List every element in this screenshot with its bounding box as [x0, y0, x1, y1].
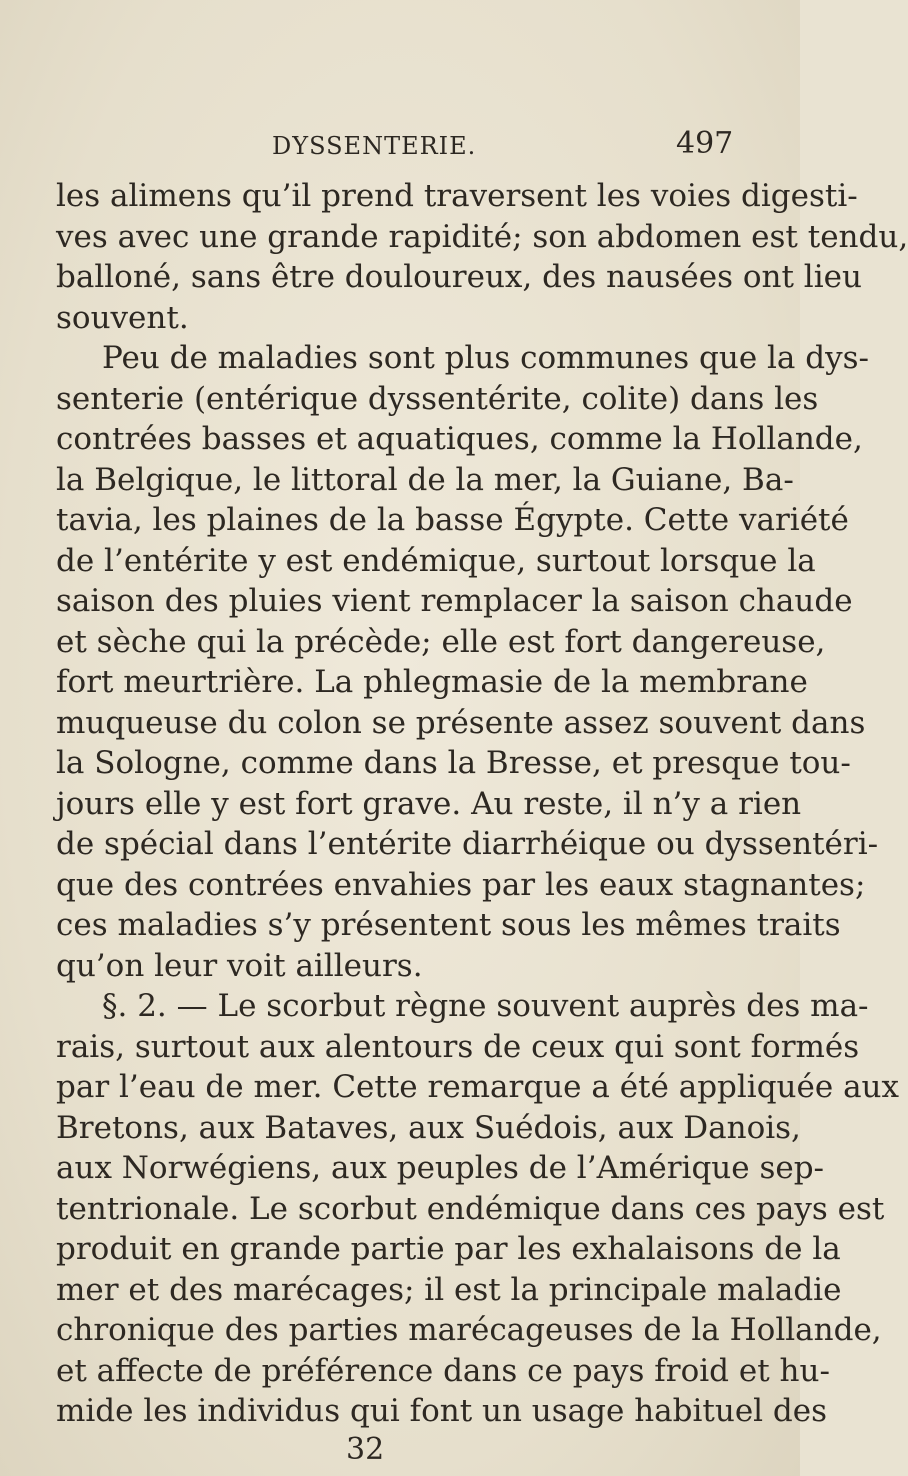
text-line: les alimens qu’il prend traversent les voies digesti-: [56, 178, 858, 214]
text-line: balloné, sans être douloureux, des nausées ont lieu: [56, 259, 862, 295]
text-line: tentrionale. Le scorbut endémique dans ces pays est: [56, 1190, 885, 1227]
text-line: mide les individus qui font un usage habituel des: [56, 1393, 828, 1429]
text-line: tavia, les plaines de la basse Égypte. Cette variété: [56, 502, 849, 538]
text-line: mer et des marécages; il est la principale maladie: [56, 1271, 842, 1308]
text-line: Bretons, aux Bataves, aux Suédois, aux Danois,: [56, 1109, 801, 1146]
text-line: chronique des parties marécageuses de la Hollande,: [56, 1312, 882, 1348]
text-line: muqueuse du colon se présente assez souvent dans: [56, 704, 866, 741]
text-line: la Belgique, le littoral de la mer, la Guiane, Ba-: [56, 461, 794, 498]
text-line: qu’on leur voit ailleurs.: [56, 947, 423, 984]
text-line: Peu de maladies sont plus communes que la dys-: [102, 340, 870, 376]
text-line: ces maladies s’y présentent sous les mêmes traits: [56, 907, 841, 943]
text-line: souvent.: [56, 299, 189, 336]
text-line: de l’entérite y est endémique, surtout lorsque la: [56, 542, 816, 579]
text-line: contrées basses et aquatiques, comme la Hollande,: [56, 421, 863, 457]
text-line: de spécial dans l’entérite diarrhéique ou dyssentéri-: [56, 826, 879, 862]
text-line: ves avec une grande rapidité; son abdomen est tendu,: [56, 218, 908, 255]
text-line: que des contrées envahies par les eaux stagnantes;: [56, 866, 866, 903]
text-line: aux Norwégiens, aux peuples de l’Amérique sep-: [56, 1150, 825, 1186]
text-line: rais, surtout aux alentours de ceux qui sont formés: [56, 1028, 860, 1065]
running-title: DYSSENTERIE.: [272, 132, 477, 160]
text-line: §. 2. — Le scorbut règne souvent auprès des ma-: [102, 988, 869, 1024]
text-line: et sèche qui la précède; elle est fort dangereuse,: [56, 623, 826, 660]
text-line: fort meurtrière. La phlegmasie de la membrane: [56, 664, 808, 700]
text-line: jours elle y est fort grave. Au reste, il n’y a rien: [56, 785, 802, 822]
signature-mark: 32: [346, 1431, 385, 1467]
text-line: senterie (entérique dyssentérite, colite) dans les: [56, 380, 819, 417]
text-line: saison des pluies vient remplacer la saison chaude: [56, 583, 853, 619]
text-line: produit en grande partie par les exhalaisons de la: [56, 1231, 841, 1267]
text-line: par l’eau de mer. Cette remarque a été appliquée aux: [56, 1069, 899, 1105]
text-line: la Sologne, comme dans la Bresse, et presque tou-: [56, 745, 851, 781]
page-number: 497: [676, 126, 734, 161]
text-line: et affecte de préférence dans ce pays froid et hu-: [56, 1352, 830, 1389]
